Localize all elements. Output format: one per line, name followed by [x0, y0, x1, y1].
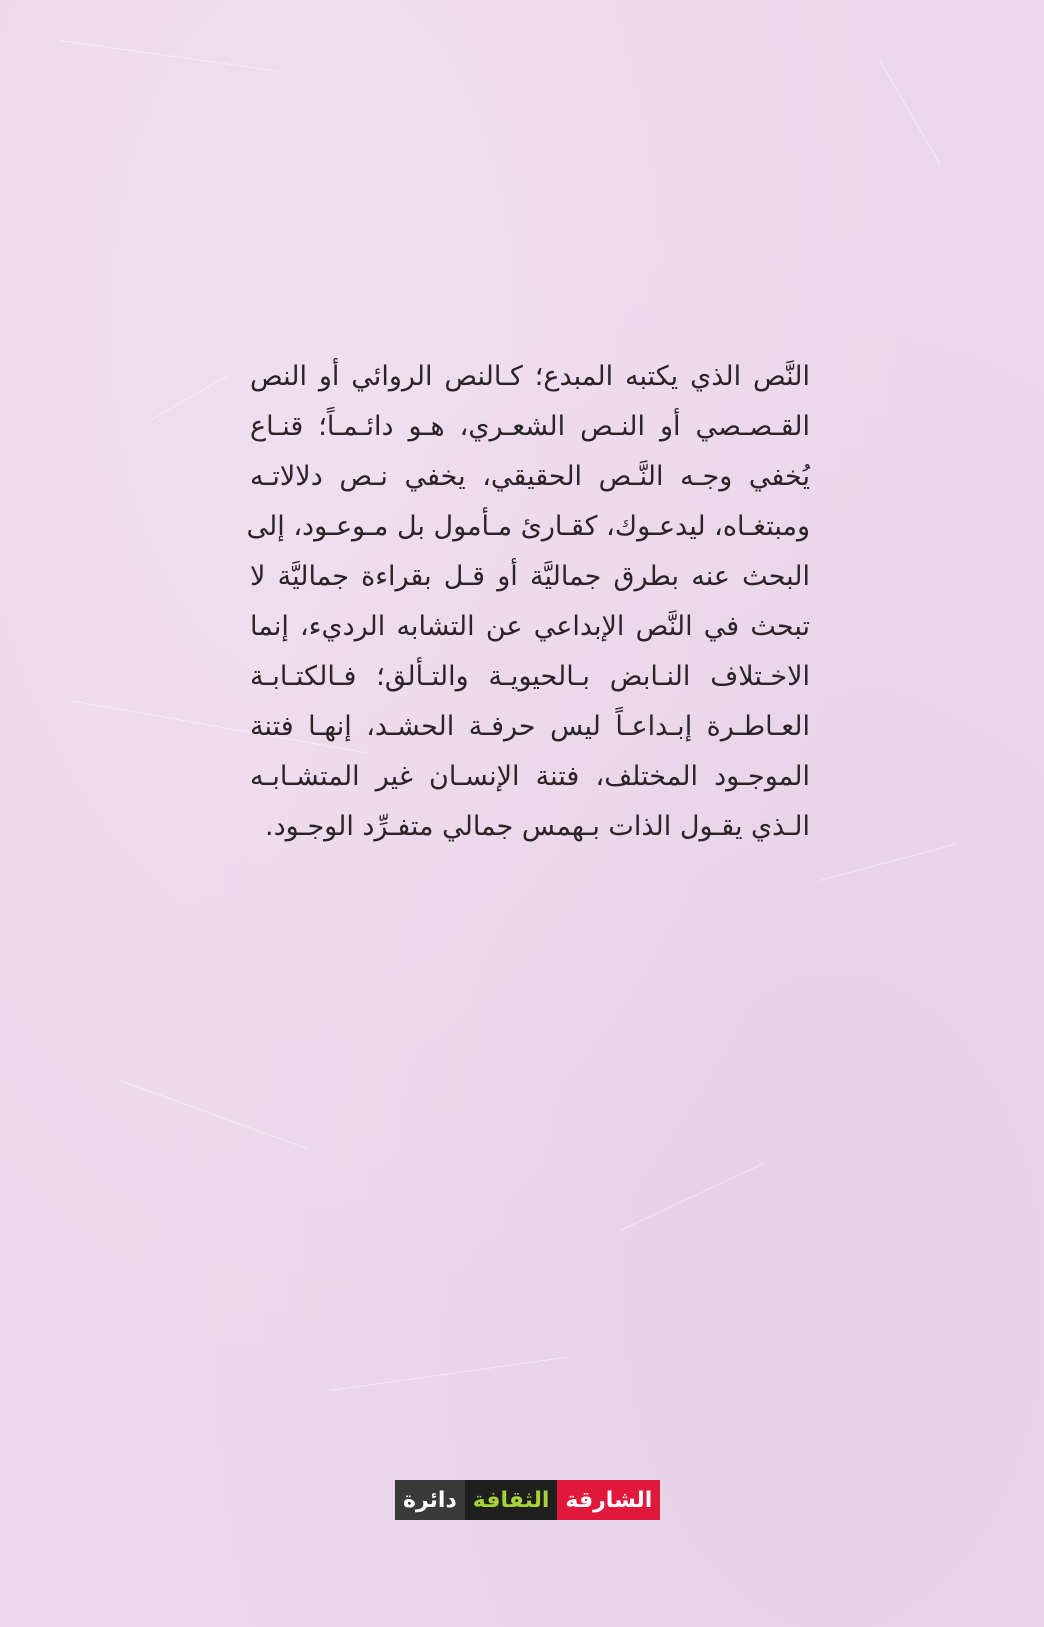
cover-crease	[620, 1162, 765, 1231]
publisher-city-label: الشارقة	[557, 1480, 660, 1520]
back-cover-blurb	[246, 352, 810, 852]
publisher-logo	[395, 1480, 660, 1520]
blurb-line: البحث عنه بطرق جماليَّة أو قـل بقراءة جماليَّة لا	[250, 561, 810, 592]
blurb-line: ومبتغـاه، ليدعـوك، كقـارئ مـأمول بل مـوعـود، إلى	[246, 511, 810, 542]
cover-crease	[820, 844, 955, 881]
blurb-line: العـاطـرة إبـداعـاً ليس حرفـة الحشـد، إنهـا فتنة	[250, 711, 810, 742]
blurb-line: تبحث في النَّص الإبداعي عن التشابه الرديء، إنما	[250, 611, 810, 642]
blurb-line: النَّص الذي يكتبه المبدع؛ كـالنص الروائي أو النص	[250, 361, 810, 392]
blurb-line: الاخـتلاف النـابض بـالحيويـة والتـألق؛ فـالكتـابـة	[250, 661, 810, 692]
cover-crease	[150, 375, 228, 421]
cover-crease	[60, 40, 278, 72]
blurb-line: يُخفي وجـه النَّـص الحقيقي، يخفي نـص دلالاتـه	[250, 461, 810, 492]
cover-crease	[120, 1080, 308, 1149]
cover-crease	[880, 60, 941, 164]
blurb-line: القـصـصي أو النـص الشعـري، هـو دائـمـاً؛ قنـاع	[250, 411, 810, 442]
publisher-dept-label: دائرة	[395, 1480, 465, 1520]
publisher-culture-label: الثقافة	[465, 1480, 558, 1520]
blurb-line: الموجـود المختلف، فتنة الإنسـان غير المتشـابـه	[250, 761, 810, 792]
cover-crease	[330, 1357, 568, 1391]
blurb-line: الـذي يقـول الذات بـهمس جمالي متفـرِّد الوجـود.	[265, 811, 810, 842]
